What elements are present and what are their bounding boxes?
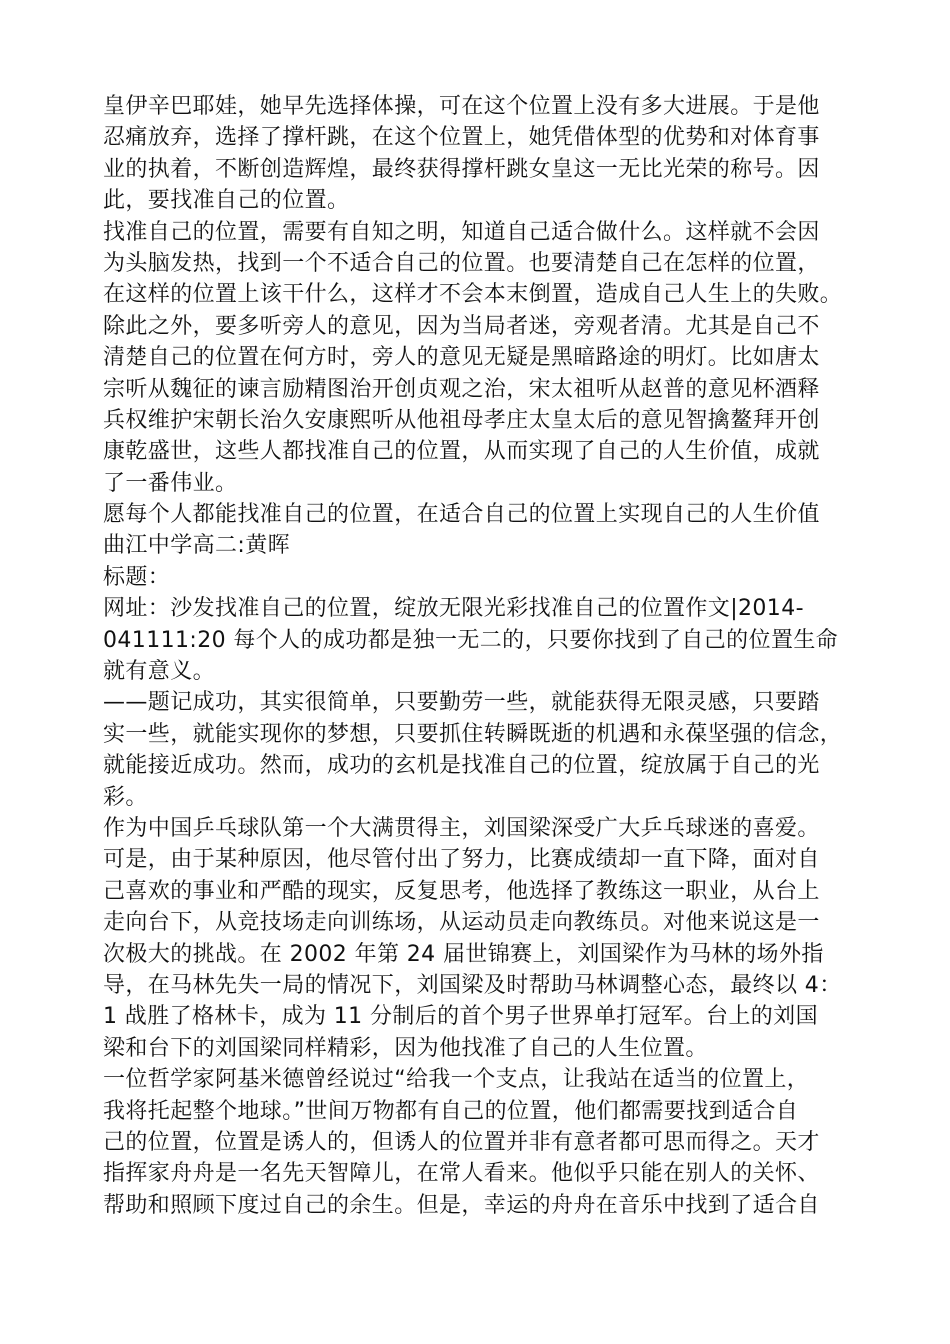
text-line: 作为中国乒乓球队第一个大满贯得主，刘国梁深受广大乒乓球迷的喜爱。 [103,815,820,841]
text-line: 业的执着，不断创造辉煌，最终获得撑杆跳女皇这一无比光荣的称号。因 [103,156,820,182]
text-line: 可是，由于某种原因，他尽管付出了努力，比赛成绩却一直下降，面对自 [103,847,820,873]
text-line: 清楚自己的位置在何方时，旁人的意见无疑是黑暗路途的明灯。比如唐太 [103,345,820,371]
text-line: 兵权维护宋朝长治久安康熙听从他祖母孝庄太皇太后的意见智擒鳌拜开创 [103,407,820,433]
text-line: 忍痛放弃，选择了撑杆跳，在这个位置上，她凭借体型的优势和对体育事 [103,125,820,151]
text-line: 康乾盛世，这些人都找准自己的位置，从而实现了自己的人生价值，成就 [103,439,820,465]
text-line: 就能接近成功。然而，成功的玄机是找准自己的位置，绽放属于自己的光 [103,753,820,779]
text-line: 愿每个人都能找准自己的位置，在适合自己的位置上实现自己的人生价值 [103,502,820,528]
text-line: 宗听从魏征的谏言励精图治开创贞观之治，宋太祖听从赵普的意见杯酒释 [103,376,820,402]
title-label-line: 标题： [103,564,171,590]
text-line: 梁和台下的刘国梁同样精彩，因为他找准了自己的人生位置。 [103,1035,708,1061]
text-line: 在这样的位置上该干什么，这样才不会本末倒置，造成自己人生上的失败。 [103,282,843,308]
text-line: 指挥家舟舟是一名先天智障儿，在常人看来。他似乎只能在别人的关怀、 [103,1161,820,1187]
text-line: 导，在马林先失一局的情况下，刘国梁及时帮助马林调整心态，最终以 4： [103,972,842,998]
text-line: 彩。 [103,784,148,810]
epigraph-line: ——题记成功，其实很简单，只要勤劳一些，就能获得无限灵感，只要踏 [103,690,820,716]
text-line: 了一番伟业。 [103,470,238,496]
text-line: 帮助和照顾下度过自己的余生。但是，幸运的舟舟在音乐中找到了适合自 [103,1192,820,1218]
text-line: 实一些，就能实现你的梦想，只要抓住转瞬既逝的机遇和永葆坚强的信念， [103,721,843,747]
text-line: 就有意义。 [103,659,216,685]
text-line: 次极大的挑战。在 2002 年第 24 届世锦赛上，刘国梁作为马林的场外指 [103,941,824,967]
text-line: 走向台下，从竞技场走向训练场，从运动员走向教练员。对他来说这是一 [103,910,820,936]
text-line: 除此之外，要多听旁人的意见，因为当局者迷，旁观者清。尤其是自己不 [103,313,820,339]
text-line: 己喜欢的事业和严酷的现实，反复思考，他选择了教练这一职业，从台上 [103,878,820,904]
text-line: 一位哲学家阿基米德曾经说过“给我一个支点，让我站在适当的位置上， [103,1067,810,1093]
article-body [103,91,863,1221]
text-line: 1 战胜了格林卡，成为 11 分制后的首个男子世界单打冠军。台上的刘国 [103,1004,818,1030]
text-line: 我将托起整个地球。”世间万物都有自己的位置，他们都需要找到适合自 [103,1098,799,1124]
text-line: 041111:20 每个人的成功都是独一无二的，只要你找到了自己的位置生命 [103,627,839,653]
text-line: 己的位置，位置是诱人的，但诱人的位置并非有意者都可思而得之。天才 [103,1129,820,1155]
text-line: 为头脑发热，找到一个不适合自己的位置。也要清楚自己在怎样的位置， [103,250,820,276]
text-line: 找准自己的位置，需要有自知之明，知道自己适合做什么。这样就不会因 [103,219,820,245]
url-label-line: 网址：沙发找准自己的位置，绽放无限光彩找准自己的位置作文|2014- [103,596,804,622]
text-line: 此，要找准自己的位置。 [103,188,350,214]
text-line: 皇伊辛巴耶娃，她早先选择体操，可在这个位置上没有多大进展。于是他 [103,94,820,119]
author-line: 曲江中学高二:黄晖 [103,533,291,559]
